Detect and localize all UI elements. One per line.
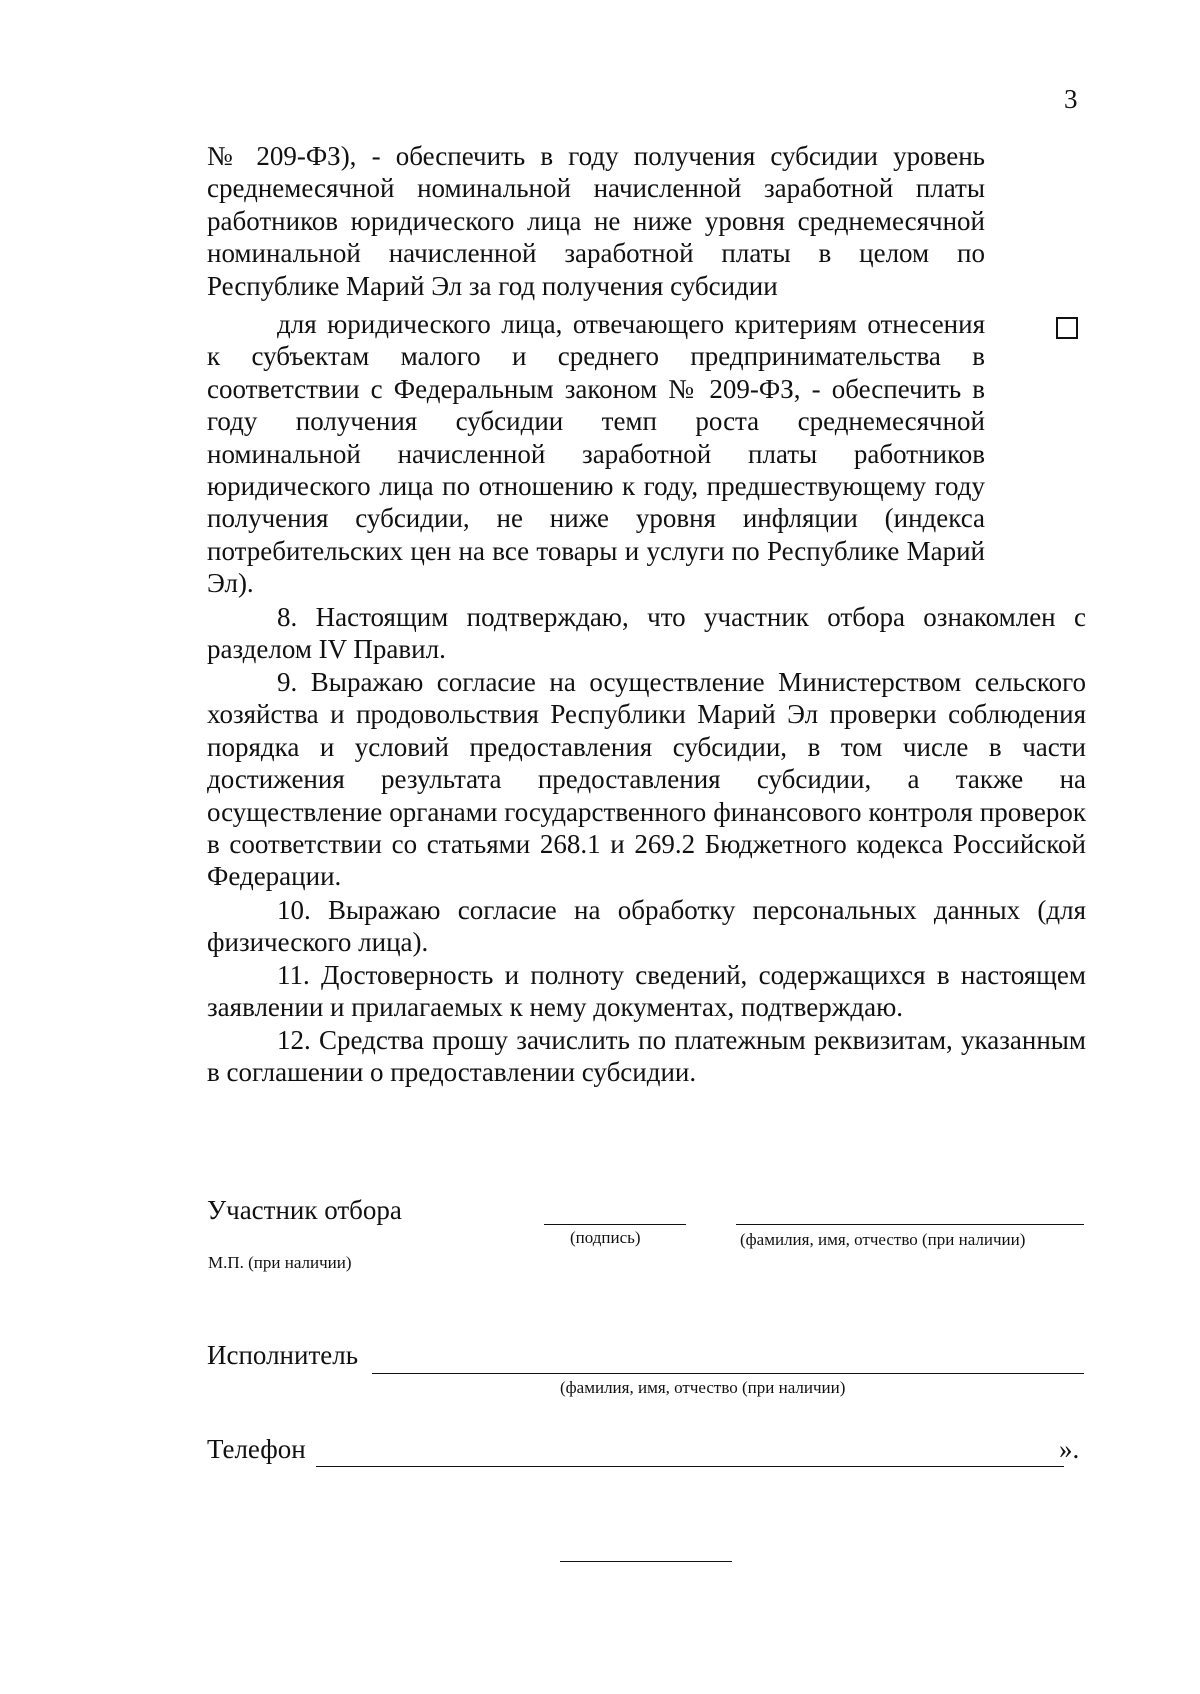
phone-label: Телефон bbox=[207, 1434, 306, 1464]
paragraph-10: 10. Выражаю согласие на обработку персональных данных (для физического лица). bbox=[207, 895, 1086, 958]
paragraph-9: 9. Выражаю согласие на осуществление Министерством сельского хозяйства и продовольствия Республики Марий Эл проверки соблюдения порядка и условий предоставления субсидии, в том числе в части достижения результата предоставления субсидии, а также на осуществление органами государственного финансового контроля проверок в соответствии со статьями 268.1 и 269.2 Бюджетного кодекса Российской Федерации. bbox=[207, 667, 1086, 892]
closing-quote: ». bbox=[1059, 1434, 1080, 1464]
signature-caption: (подпись) bbox=[570, 1228, 641, 1247]
paragraph-12: 12. Средства прошу зачислить по платежным реквизитам, указанным в соглашении о предоставлении субсидии. bbox=[207, 1025, 1086, 1088]
executor-fio-caption: (фамилия, имя, отчество (при наличии) bbox=[560, 1378, 846, 1397]
executor-label: Исполнитель bbox=[207, 1340, 359, 1370]
participant-fio-caption: (фамилия, имя, отчество (при наличии) bbox=[740, 1230, 1026, 1249]
participant-fio-line[interactable] bbox=[736, 1224, 1084, 1225]
paragraph-continuation: № 209-ФЗ), - обеспечить в году получения субсидии уровень среднемесячной номинальной начисленной заработной платы работников юридического лица не ниже уровня среднемесячной номинальной начисленной заработной платы в целом по Республике Марий Эл за год получения субсидии bbox=[207, 141, 985, 301]
stamp-label: М.П. (при наличии) bbox=[208, 1253, 352, 1272]
option-checkbox[interactable] bbox=[1056, 317, 1078, 339]
paragraph-11: 11. Достоверность и полноту сведений, содержащихся в настоящем заявлении и прилагаемых к нему документах, подтверждаю. bbox=[207, 960, 1086, 1023]
page-number: 3 bbox=[1064, 84, 1078, 114]
signature-line[interactable] bbox=[544, 1224, 686, 1225]
executor-fio-line[interactable] bbox=[372, 1373, 1084, 1374]
paragraph-option-sme: для юридического лица, отвечающего критериям отнесения к субъектам малого и среднего предпринимательства в соответствии с Федеральным законом № 209-ФЗ, - обеспечить в году получения субсидии темп роста среднемесячной номинальной начисленной заработной платы работников юридического лица по отношению к году, предшествующему году получения субсидии, не ниже уровня инфляции (индекса потребительских цен на все товары и услуги по Республике Марий Эл). bbox=[207, 309, 985, 599]
participant-label: Участник отбора bbox=[207, 1195, 402, 1225]
end-divider bbox=[560, 1561, 732, 1562]
phone-line[interactable] bbox=[316, 1466, 1064, 1467]
paragraph-8: 8. Настоящим подтверждаю, что участник отбора ознакомлен с разделом IV Правил. bbox=[207, 602, 1086, 665]
